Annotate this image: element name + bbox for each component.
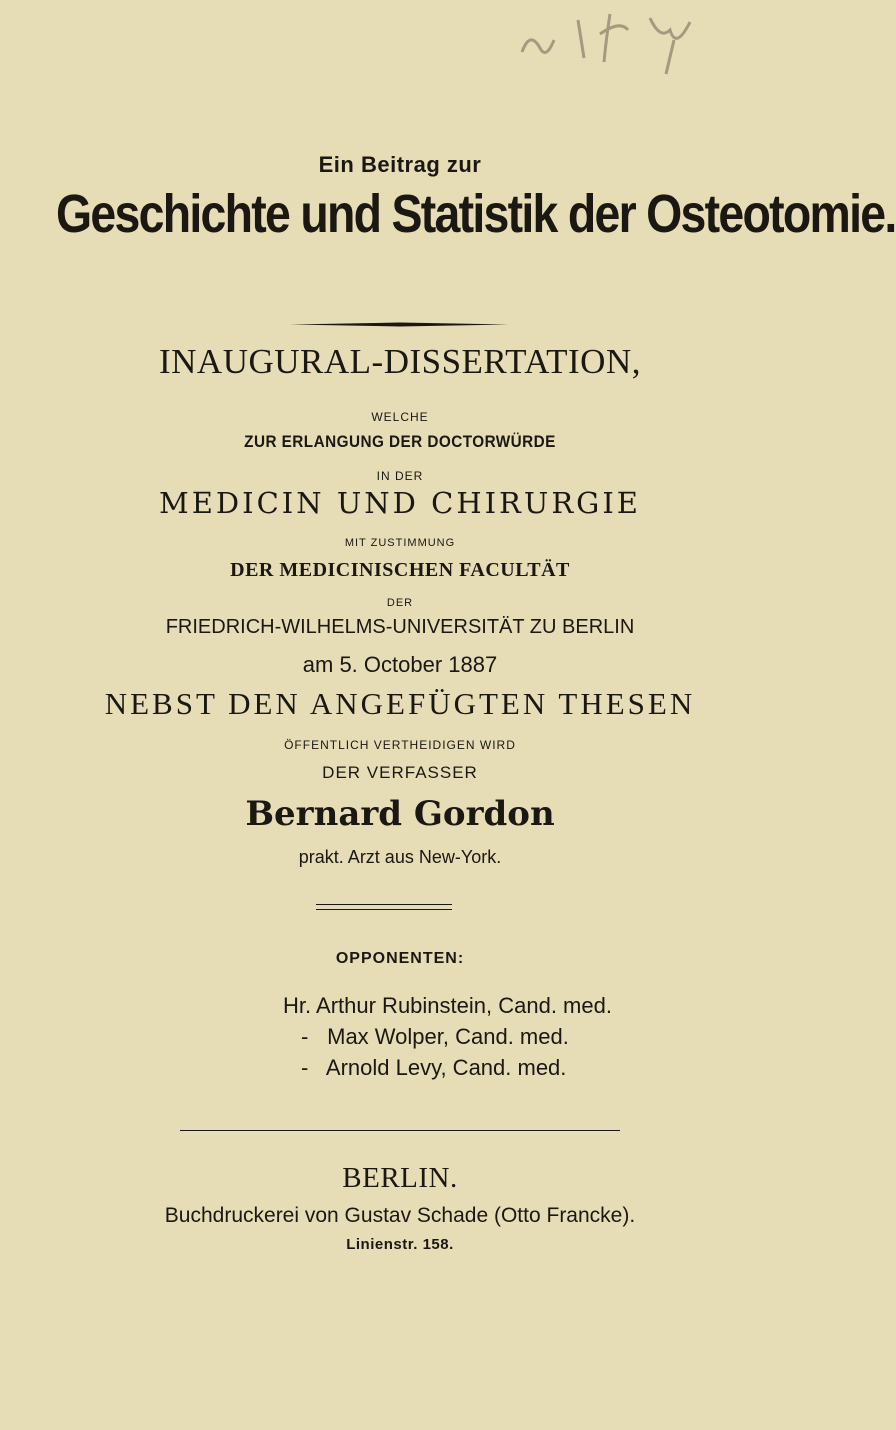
- opponent-prefix: Hr.: [283, 993, 312, 1018]
- oeffentlich-line: ÖFFENTLICH VERTHEIDIGEN WIRD: [284, 738, 516, 752]
- faculty-subject: MEDICIN UND CHIRURGIE: [159, 486, 641, 520]
- theses-line: NEBST DEN ANGEFÜGTEN THESEN: [104, 686, 696, 721]
- list-item: [283, 1052, 612, 1083]
- university-line: FRIEDRICH-WILHELMS-UNIVERSITÄT ZU BERLIN: [165, 616, 635, 638]
- der-line: DER: [386, 597, 414, 609]
- handwritten-scribble-icon: [500, 0, 720, 80]
- main-title: Geschichte und Statistik der Osteotomie.: [56, 184, 896, 244]
- opponent-name: Max Wolper, Cand. med.: [327, 1024, 569, 1049]
- imprint-street: Linienstr. 158.: [346, 1236, 454, 1253]
- list-item: [283, 1021, 612, 1052]
- author-name: Bernard Gordon: [245, 794, 555, 834]
- ornamental-rule: [290, 322, 510, 327]
- zustimmung-line: MIT ZUSTIMMUNG: [344, 537, 456, 549]
- imprint-printer: Buchdruckerei von Gustav Schade (Otto Francke).: [164, 1204, 636, 1227]
- opponent-prefix: -: [301, 1024, 309, 1049]
- opponent-name: Arnold Levy, Cand. med.: [325, 1055, 567, 1080]
- faculty-line: DER MEDICINISCHEN FACULTÄT: [230, 559, 570, 581]
- opponent-prefix: -: [301, 1055, 309, 1080]
- imprint-city: BERLIN.: [342, 1162, 458, 1194]
- welche-line: WELCHE: [371, 410, 429, 424]
- horizontal-rule: [180, 1130, 620, 1131]
- author-title: prakt. Arzt aus New-York.: [298, 847, 502, 867]
- in-der-line: IN DER: [376, 469, 424, 483]
- verfasser-line: DER VERFASSER: [322, 763, 478, 782]
- dissertation-heading: INAUGURAL-DISSERTATION,: [159, 342, 641, 381]
- opponent-name: Arthur Rubinstein, Cand. med.: [316, 993, 612, 1018]
- defense-date: am 5. October 1887: [302, 652, 498, 677]
- opponents-list: [283, 990, 612, 1083]
- opponents-heading: OPPONENTEN:: [335, 950, 465, 967]
- pretitle: Ein Beitrag zur: [318, 152, 482, 177]
- erlangung-line: ZUR ERLANGUNG DER DOCTORWÜRDE: [244, 432, 556, 451]
- list-item: [283, 990, 612, 1021]
- double-rule-divider: [316, 904, 452, 910]
